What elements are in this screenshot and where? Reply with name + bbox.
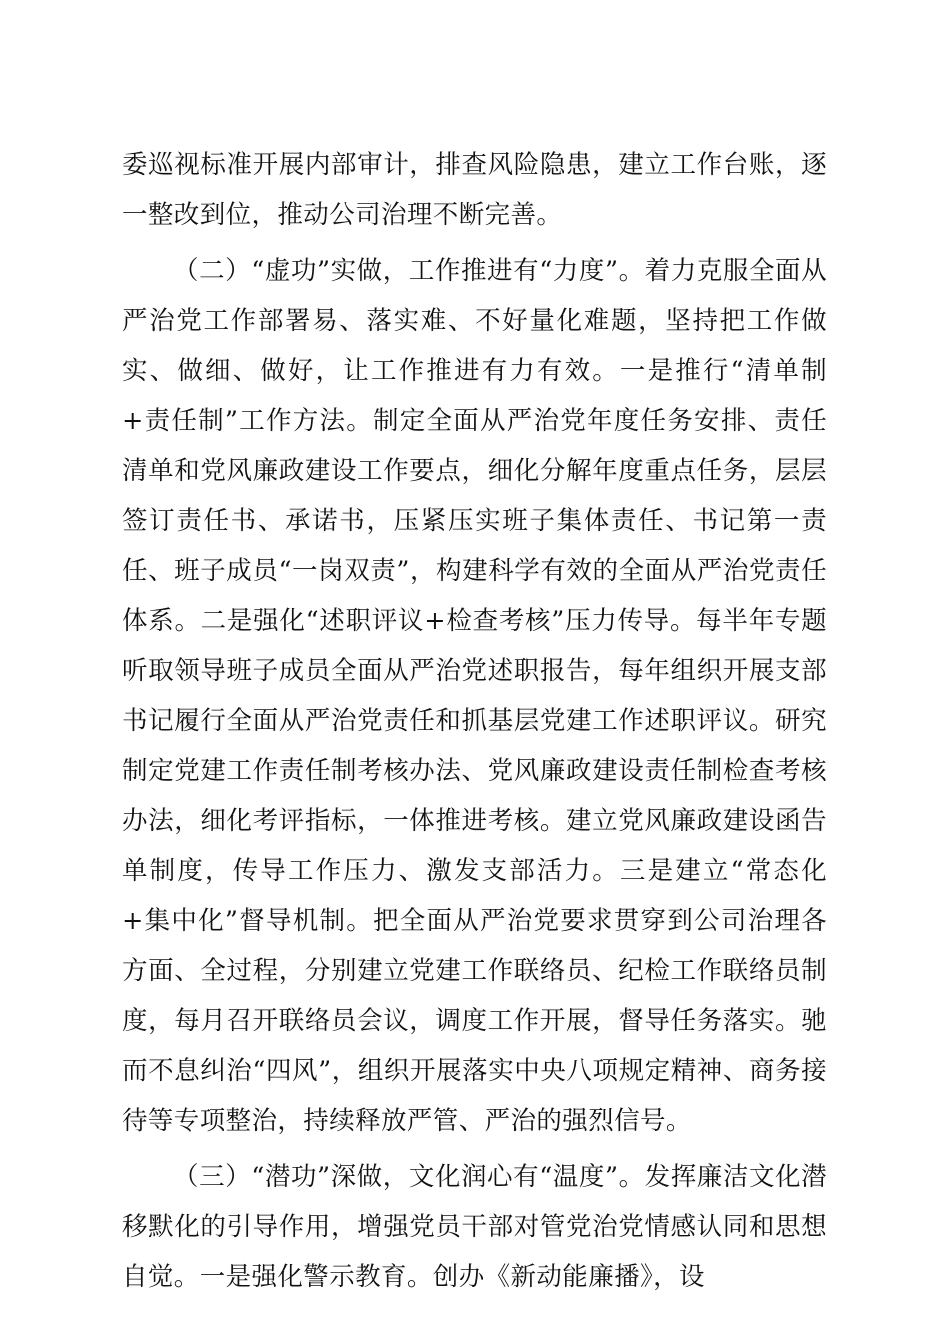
paragraph-section-two: （二）“虚功”实做，工作推进有“力度”。着力克服全面从严治党工作部署易、落实难、不好量化难题，坚持把工作做实、做细、做好，让工作推进有力有效。一是推行“清单制+责任制”工作方法。制定全面从严治党年度任务安排、责任清单和党风廉政建设工作要点，细化分解年度重点任务，层层签订责任书、承诺书，压紧压实班子集体责任、书记第一责任、班子成员“一岗双责”，构建科学有效的全面从严治党责任体系。二是强化“述职评议+检查考核”压力传导。每半年专题听取领导班子成员全面从严治党述职报告，每年组织开展支部书记履行全面从严治党责任和抓基层党建工作述职评议。研究制定党建工作责任制考核办法、党风廉政建设责任制检查考核办法，细化考评指标，一体推进考核。建立党风廉政建设函告单制度，传导工作压力、激发支部活力。三是建立“常态化+集中化”督导机制。把全面从严治党要求贯穿到公司治理各方面、全过程，分别建立党建工作联络员、纪检工作联络员制度，每月召开联络员会议，调度工作开展，督导任务落实。驰而不息纠治“四风”，组织开展落实中央八项规定精神、商务接待等专项整治，持续释放严管、严治的强烈信号。	[122, 256, 827, 1136]
paragraph-continuation: 委巡视标准开展内部审计，排查风险隐患，建立工作台账，逐一整改到位，推动公司治理不断完善。	[122, 150, 827, 230]
document-body	[122, 140, 827, 1308]
paragraph-section-three: （三）“潜功”深做，文化润心有“温度”。发挥廉洁文化潜移默化的引导作用，增强党员干部对管党治党情感认同和思想自觉。一是强化警示教育。创办《新动能廉播》，设	[122, 1162, 827, 1292]
